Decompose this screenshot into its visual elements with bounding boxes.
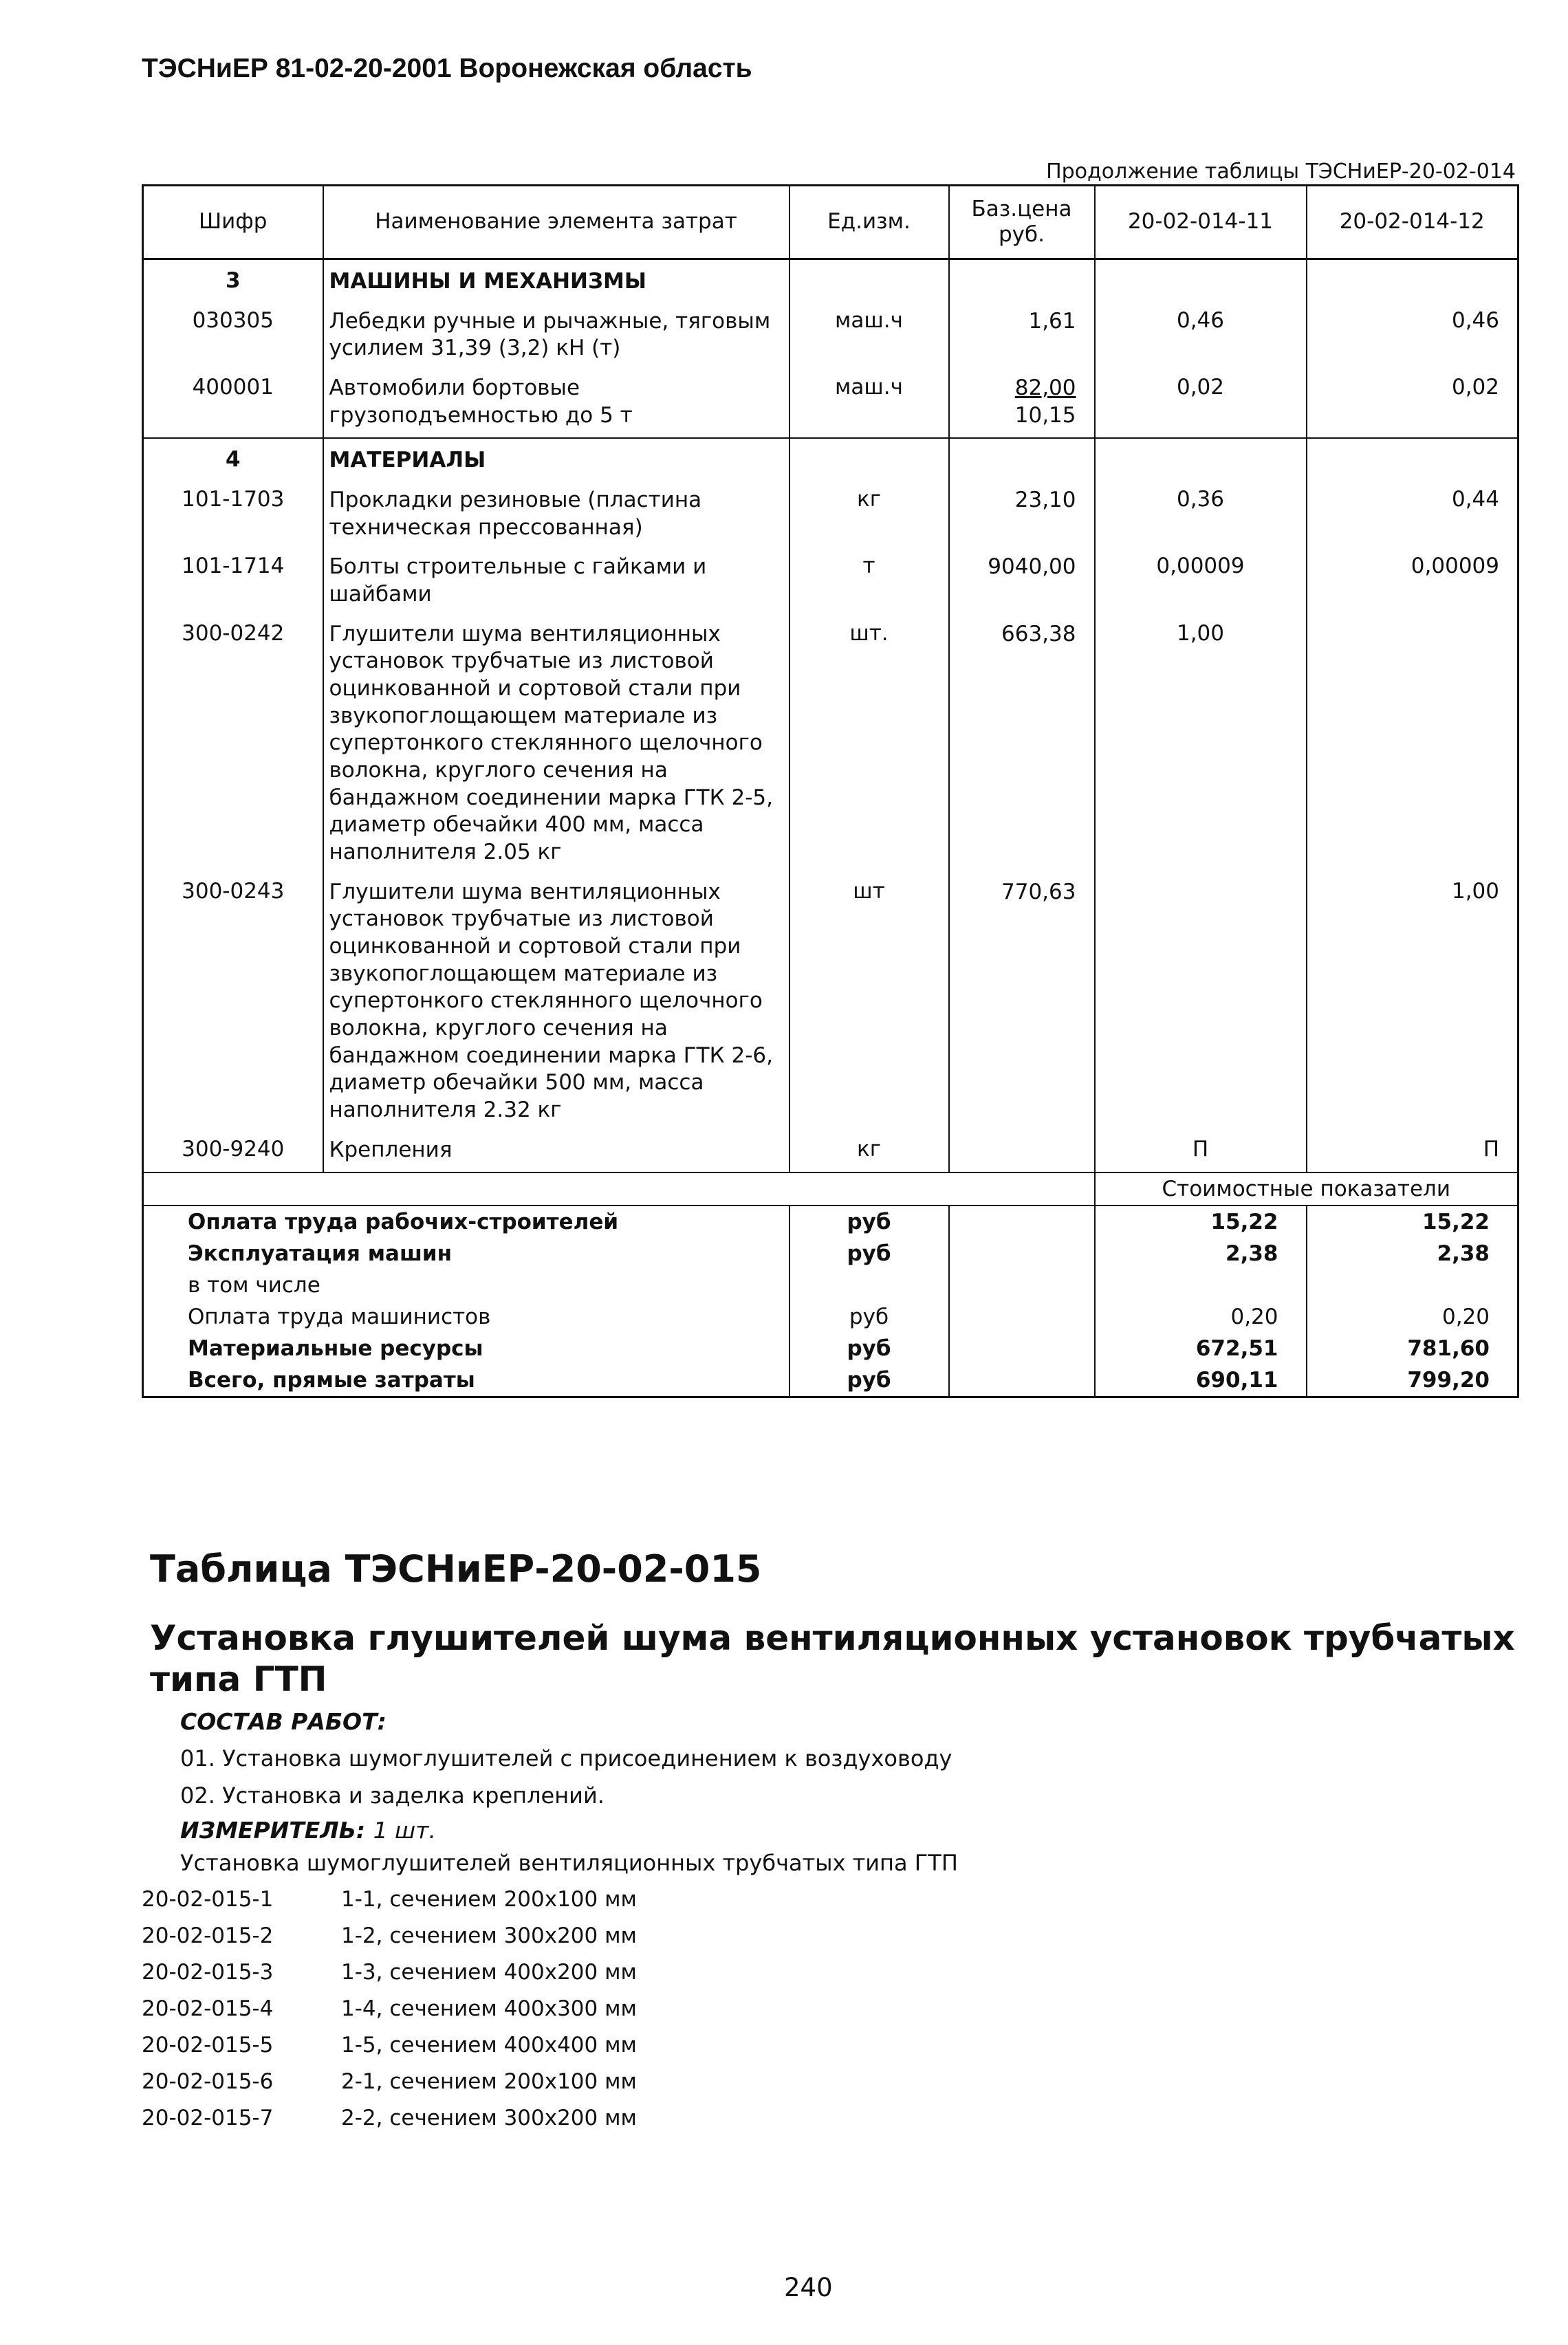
item-desc: 1-3, сечением 400х200 мм (341, 1960, 637, 1985)
row-unit: кг (790, 1133, 949, 1173)
cost-norm-12 (1307, 1269, 1518, 1301)
resource-table (142, 184, 1519, 1398)
col-header-unit: Ед.изм. (790, 186, 949, 259)
row-unit: маш.ч (790, 304, 949, 371)
row-price (949, 371, 1095, 438)
row-price-secondary: 10,15 (1014, 402, 1076, 428)
cost-norm-11: 672,51 (1095, 1333, 1307, 1364)
table-row (143, 549, 1518, 616)
row-unit: маш.ч (790, 371, 949, 438)
work-item: 02. Установка и заделка креплений. (180, 1782, 605, 1809)
cost-norm-12: 2,38 (1307, 1238, 1518, 1269)
cost-unit: руб (790, 1364, 949, 1397)
row-unit: т (790, 549, 949, 616)
row-norm-11: 1,00 (1095, 617, 1307, 875)
works-label: СОСТАВ РАБОТ: (180, 1708, 386, 1735)
row-code: 300-0243 (143, 875, 323, 1133)
section-row-materials (143, 438, 1518, 483)
row-norm-12: 0,46 (1307, 304, 1518, 371)
next-table-title: Таблица ТЭСНиЕР-20-02-015 (150, 1547, 762, 1591)
cost-label: Оплата труда машинистов (143, 1301, 790, 1333)
section-title: МАШИНЫ И МЕХАНИЗМЫ (323, 259, 790, 304)
item-code: 20-02-015-4 (142, 1996, 274, 2021)
cost-unit: руб (790, 1333, 949, 1364)
row-norm-11: 0,46 (1095, 304, 1307, 371)
work-item: 01. Установка шумоглушителей с присоединением к воздуховоду (180, 1745, 952, 1771)
row-code: 030305 (143, 304, 323, 371)
row-code: 400001 (143, 371, 323, 438)
cost-row (143, 1206, 1518, 1238)
table-row (143, 304, 1518, 371)
cost-norm-12: 781,60 (1307, 1333, 1518, 1364)
cost-row (143, 1333, 1518, 1364)
row-price-primary: 82,00 (1014, 375, 1076, 401)
row-unit: кг (790, 483, 949, 549)
row-name: Болты строительные с гайками и шайбами (323, 549, 790, 616)
row-norm-12: 0,00009 (1307, 549, 1518, 616)
cost-label: в том числе (143, 1269, 790, 1301)
row-price: 23,10 (949, 483, 1095, 549)
col-header-code: Шифр (143, 186, 323, 259)
row-name: Прокладки резиновые (пластина техническая прессованная) (323, 483, 790, 549)
table-row (143, 1133, 1518, 1173)
table-row (143, 371, 1518, 438)
row-name: Крепления (323, 1133, 790, 1173)
cost-header-label: Стоимостные показатели (1095, 1172, 1518, 1206)
row-norm-11: 0,02 (1095, 371, 1307, 438)
row-norm-12 (1307, 617, 1518, 875)
cost-row (143, 1238, 1518, 1269)
row-name: Глушители шума вентиляционных установок трубчатые из листовой оцинкованной и сортовой стали при звукопоглощающем материале из супертонкого стеклянного щелочного волокна, круглого сечения на бандажном соединении марка ГТК 2-5, диаметр обечайки 400 мм, масса наполнителя 2.05 кг (323, 617, 790, 875)
item-code: 20-02-015-6 (142, 2069, 274, 2094)
table-row (143, 617, 1518, 875)
next-table-subtitle: Установка глушителей шума вентиляционных установок трубчатых типа ГТП (150, 1618, 1515, 1699)
row-unit: шт (790, 875, 949, 1133)
continuation-note: Продолжение таблицы ТЭСНиЕР-20-02-014 (1046, 160, 1516, 184)
item-code: 20-02-015-2 (142, 1923, 274, 1948)
row-price: 1,61 (949, 304, 1095, 371)
item-desc: 1-4, сечением 400х300 мм (341, 1996, 637, 2021)
item-code: 20-02-015-3 (142, 1960, 274, 1985)
cost-row (143, 1269, 1518, 1301)
col-header-name: Наименование элемента затрат (323, 186, 790, 259)
list-heading: Установка шумоглушителей вентиляционных трубчатых типа ГТП (180, 1850, 958, 1876)
section-code: 3 (143, 259, 323, 304)
cost-row-total (143, 1364, 1518, 1397)
row-price (949, 1133, 1095, 1173)
col-header-norm-12: 20-02-014-12 (1307, 186, 1518, 259)
item-desc: 2-2, сечением 300х200 мм (341, 2106, 637, 2130)
cost-unit: руб (790, 1301, 949, 1333)
cost-norm-12: 0,20 (1307, 1301, 1518, 1333)
col-header-norm-11: 20-02-014-11 (1095, 186, 1307, 259)
cost-norm-11: 690,11 (1095, 1364, 1307, 1397)
row-name: Глушители шума вентиляционных установок трубчатые из листовой оцинкованной и сортовой стали при звукопоглощающем материале из супертонкого стеклянного щелочного волокна, круглого сечения на бандажном соединении марка ГТК 2-6, диаметр обечайки 500 мм, масса наполнителя 2.32 кг (323, 875, 790, 1133)
cost-norm-11 (1095, 1269, 1307, 1301)
cost-unit (790, 1269, 949, 1301)
row-norm-12: 0,44 (1307, 483, 1518, 549)
row-norm-11 (1095, 875, 1307, 1133)
row-norm-11: П (1095, 1133, 1307, 1173)
meter-label: ИЗМЕРИТЕЛЬ: (180, 1817, 366, 1844)
cost-norm-11: 15,22 (1095, 1206, 1307, 1238)
row-norm-12: П (1307, 1133, 1518, 1173)
section-code: 4 (143, 438, 323, 483)
section-title: МАТЕРИАЛЫ (323, 438, 790, 483)
row-norm-11: 0,36 (1095, 483, 1307, 549)
row-code: 300-0242 (143, 617, 323, 875)
row-price: 663,38 (949, 617, 1095, 875)
item-desc: 1-2, сечением 300х200 мм (341, 1923, 637, 1948)
page-number: 240 (784, 2273, 833, 2302)
cost-label: Материальные ресурсы (143, 1333, 790, 1364)
row-norm-12: 1,00 (1307, 875, 1518, 1133)
cost-label: Эксплуатация машин (143, 1238, 790, 1269)
meter-line (180, 1817, 436, 1844)
cost-label: Всего, прямые затраты (143, 1364, 790, 1397)
cost-norm-12: 15,22 (1307, 1206, 1518, 1238)
cost-row (143, 1301, 1518, 1333)
row-norm-12: 0,02 (1307, 371, 1518, 438)
row-name: Лебедки ручные и рычажные, тяговым усилием 31,39 (3,2) кН (т) (323, 304, 790, 371)
item-desc: 1-5, сечением 400х400 мм (341, 2033, 637, 2058)
item-code: 20-02-015-5 (142, 2033, 274, 2058)
item-desc: 1-1, сечением 200х100 мм (341, 1887, 637, 1912)
item-desc: 2-1, сечением 200х100 мм (341, 2069, 637, 2094)
cost-unit: руб (790, 1206, 949, 1238)
table-header-row (143, 186, 1518, 259)
meter-value: 1 шт. (373, 1817, 436, 1844)
row-name: Автомобили бортовые грузоподъемностью до 5 т (323, 371, 790, 438)
row-price: 770,63 (949, 875, 1095, 1133)
cost-unit: руб (790, 1238, 949, 1269)
running-title: ТЭСНиЕР 81-02-20-2001 Воронежская область (142, 54, 752, 83)
row-code: 300-9240 (143, 1133, 323, 1173)
table-row (143, 483, 1518, 549)
cost-norm-12: 799,20 (1307, 1364, 1518, 1397)
section-row-machines (143, 259, 1518, 304)
table-row (143, 875, 1518, 1133)
cost-label: Оплата труда рабочих-строителей (143, 1206, 790, 1238)
item-code: 20-02-015-7 (142, 2106, 274, 2130)
cost-norm-11: 2,38 (1095, 1238, 1307, 1269)
cost-header-row (143, 1172, 1518, 1206)
row-price: 9040,00 (949, 549, 1095, 616)
row-unit: шт. (790, 617, 949, 875)
row-code: 101-1714 (143, 549, 323, 616)
row-norm-11: 0,00009 (1095, 549, 1307, 616)
col-header-price: Баз.цена руб. (949, 186, 1095, 259)
item-code: 20-02-015-1 (142, 1887, 274, 1912)
row-code: 101-1703 (143, 483, 323, 549)
cost-norm-11: 0,20 (1095, 1301, 1307, 1333)
